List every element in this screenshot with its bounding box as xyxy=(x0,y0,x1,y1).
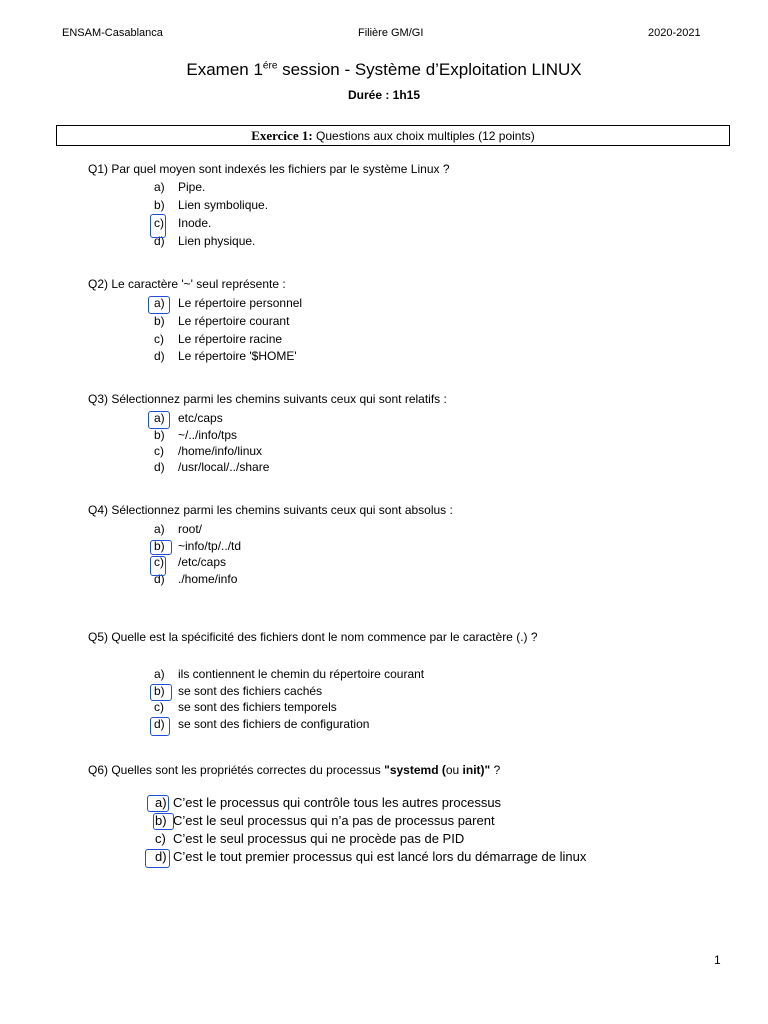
q3-option-b: b) ~/../info/tps xyxy=(154,428,238,442)
q3-option-c: c) /home/info/linux xyxy=(154,444,263,458)
q4-option-c: c) /etc/caps xyxy=(154,555,227,569)
q6-option-d: d) C’est le tout premier processus qui est lancé lors du démarrage de linux xyxy=(155,849,587,864)
exercise-box xyxy=(56,125,730,146)
q3-option-a: a) etc/caps xyxy=(154,411,223,425)
q5-option-c: c) se sont des fichiers temporels xyxy=(154,700,337,714)
q6-option-c: c) C’est le seul processus qui ne procède pas de PID xyxy=(155,831,465,846)
q2-option-a: a) Le répertoire personnel xyxy=(154,296,303,310)
question-6: Q6) Quelles sont les propriétés correctes du processus "systemd (ou init)" ? xyxy=(88,763,501,777)
q4-answer-mark-b xyxy=(150,540,172,555)
q4-option-a: a) root/ xyxy=(154,522,203,536)
exercise-description: Questions aux choix multiples (12 points) xyxy=(316,129,535,143)
q2-option-d: d) Le répertoire '$HOME' xyxy=(154,349,297,363)
q4-answer-mark-c xyxy=(150,556,166,576)
page-header-center: Filière GM/GI xyxy=(358,27,424,39)
q2-option-b: b) Le répertoire courant xyxy=(154,314,290,328)
q5-option-d: d) se sont des fichiers de configuration xyxy=(154,717,370,731)
page-number: 1 xyxy=(714,953,721,967)
q6-answer-mark-b xyxy=(153,813,174,830)
question-3: Q3) Sélectionnez parmi les chemins suivants ceux qui sont relatifs : xyxy=(88,392,447,406)
question-1: Q1) Par quel moyen sont indexés les fichiers par le système Linux ? xyxy=(88,162,450,176)
q3-answer-mark xyxy=(148,411,170,429)
q5-answer-mark-b xyxy=(150,684,172,701)
q5-option-b: b) se sont des fichiers cachés xyxy=(154,684,323,698)
question-5: Q5) Quelle est la spécificité des fichiers dont le nom commence par le caractère (.) ? xyxy=(88,630,538,644)
page-header-left: ENSAM-Casablanca xyxy=(62,27,163,39)
exam-duration: Durée : 1h15 xyxy=(347,88,421,102)
q2-answer-mark xyxy=(148,296,170,314)
q4-option-d: d) ./home/info xyxy=(154,572,238,586)
question-4: Q4) Sélectionnez parmi les chemins suivants ceux qui sont absolus : xyxy=(88,503,453,517)
q6-answer-mark-a xyxy=(147,795,169,812)
q6-answer-mark-d xyxy=(145,849,170,868)
page-header-right: 2020-2021 xyxy=(648,27,701,39)
q3-option-d: d) /usr/local/../share xyxy=(154,460,270,474)
exam-title: Examen $1^{ére}$ session - Système d’Exploitation LINUX xyxy=(186,60,582,79)
q1-option-d: d) Lien physique. xyxy=(154,234,256,248)
q6-option-b: b) C’est le seul processus qui n’a pas de processus parent xyxy=(155,813,495,828)
q5-option-a: a) ils contiennent le chemin du répertoire courant xyxy=(154,667,425,681)
q6-option-a: a) C’est le processus qui contrôle tous les autres processus xyxy=(155,795,502,810)
question-2: Q2) Le caractère '~' seul représente : xyxy=(88,277,286,291)
q1-option-c: c) Inode. xyxy=(154,216,212,230)
q4-option-b: b) ~info/tp/../td xyxy=(154,539,242,553)
q5-answer-mark-d xyxy=(150,717,170,736)
q1-option-b: b) Lien symbolique. xyxy=(154,198,269,212)
q1-option-a: a) Pipe. xyxy=(154,180,206,194)
q2-option-c: c) Le répertoire racine xyxy=(154,332,283,346)
exercise-label: Exercice 1: xyxy=(251,128,313,143)
q1-answer-mark xyxy=(150,214,166,238)
